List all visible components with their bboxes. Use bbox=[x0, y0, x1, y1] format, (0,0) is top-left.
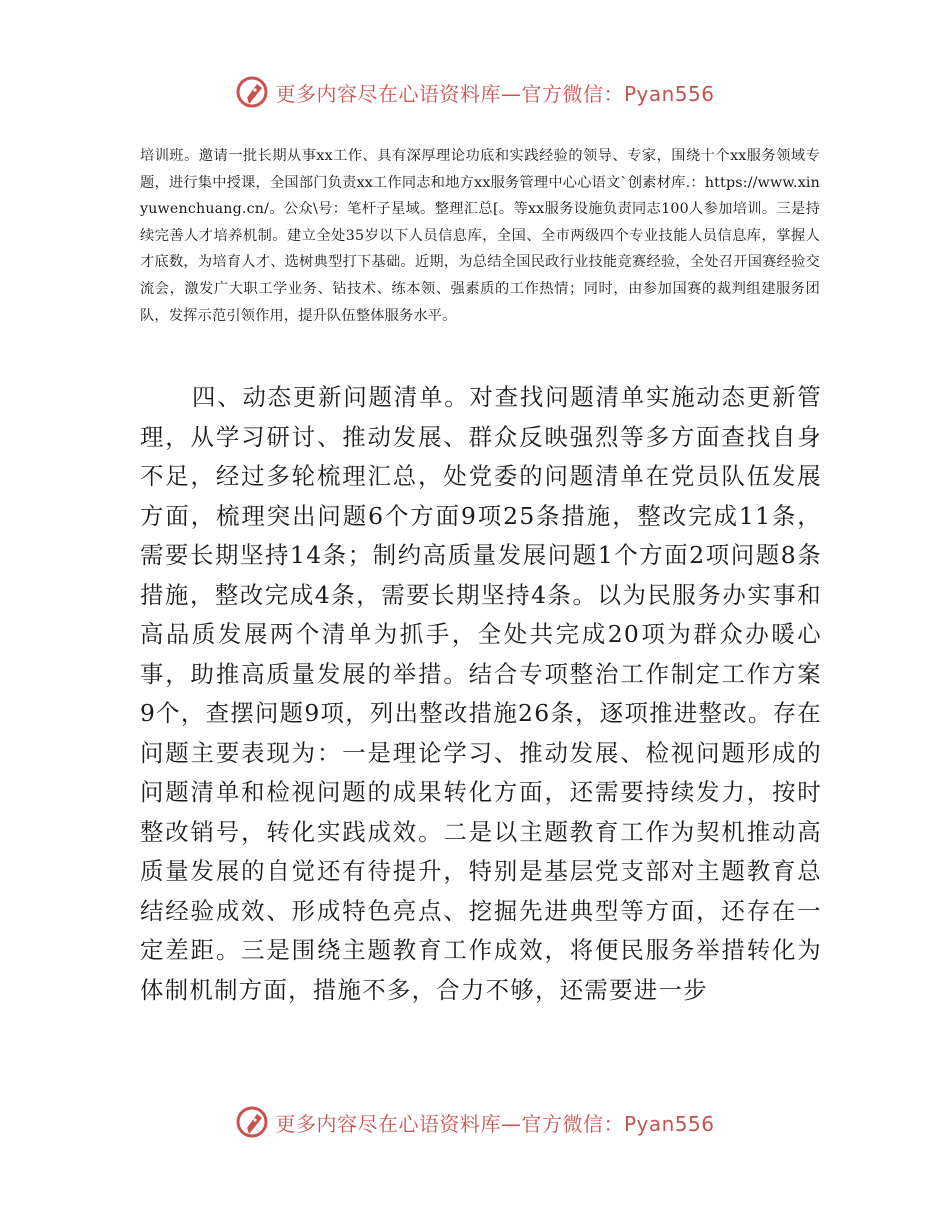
header-banner-text: 更多内容尽在心语资料库—官方微信：Pyan556 bbox=[275, 81, 715, 106]
pen-nib-logo-icon bbox=[235, 1105, 269, 1139]
header-banner bbox=[0, 72, 950, 112]
header-banner-content bbox=[235, 75, 714, 109]
pen-nib-logo-icon bbox=[235, 75, 269, 109]
footer-banner-text: 更多内容尽在心语资料库—官方微信：Pyan556 bbox=[275, 1111, 715, 1136]
footer-banner-content bbox=[235, 1105, 714, 1139]
footer-banner bbox=[0, 1102, 950, 1142]
section-four-paragraph: 四、动态更新问题清单。对查找问题清单实施动态更新管理，从学习研讨、推动发展、群众反映强烈等多方面查找自身不足，经过多轮梳理汇总，处党委的问题清单在党员队伍发展方面，梳理突出问题6个方面9项25条措施，整改完成11条，需要长期坚持14条；制约高质量发展问题1个方面2项问题8条措施，整改完成4条，需要长期坚持4条。以为民服务办实事和高品质发展两个清单为抓手，全处共完成20项为群众办暖心事，助推高质量发展的举措。结合专项整治工作制定工作方案9个，查摆问题9项，列出整改措施26条，逐项推进整改。存在问题主要表现为：一是理论学习、推动发展、检视问题形成的问题清单和检视问题的成果转化方面，还需要持续发力，按时整改销号，转化实践成效。二是以主题教育工作为契机推动高质量发展的自觉还有待提升，特别是基层党支部对主题教育总结经验成效、形成特色亮点、挖掘先进典型等方面，还存在一定差距。三是围绕主题教育工作成效，将便民服务举措转化为体制机制方面，措施不多，合力不够，还需要进一步 bbox=[140, 383, 822, 1004]
continued-paragraph: 培训班。邀请一批长期从事xx工作、具有深厚理论功底和实践经验的领导、专家，围绕十个xx服务领域专题，进行集中授课，全国部门负责xx工作同志和地方xx服务管理中心心语文`创素材库.：https://www.xinyuwenchuang.cn/。公众\号：笔杆子星域。整理汇总[。等xx服务设施负责同志100人参加培训。三是持续完善人才培养机制。建立全处35岁以下人员信息库，全国、全市两级四个专业技能人员信息库，掌握人才底数，为培育人才、选树典型打下基础。近期，为总结全国民政行业技能竞赛经验，全处召开国赛经验交流会，激发广大职工学业务、钻技术、练本领、强素质的工作热情；同时，由参加国赛的裁判组建服务团队，发挥示范引领作用，提升队伍整体服务水平。 bbox=[140, 148, 820, 324]
